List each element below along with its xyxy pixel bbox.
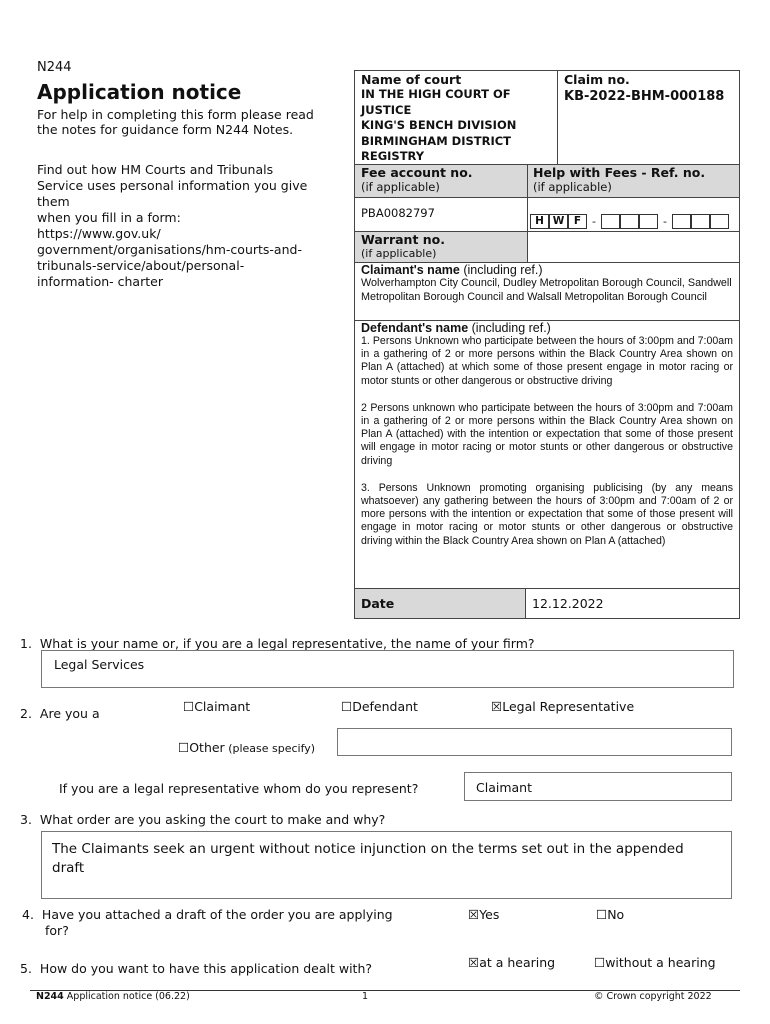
defendant-cell bbox=[361, 321, 733, 548]
hmcts-link[interactable]: https://www.gov.uk/ bbox=[37, 226, 161, 241]
hwf-box[interactable] bbox=[672, 214, 691, 229]
question-text: Have you attached a draft of the order you are applying bbox=[41, 907, 393, 922]
question-number: 3. bbox=[20, 812, 32, 827]
claimant-label-suffix: (including ref.) bbox=[459, 263, 543, 277]
hwf-box[interactable] bbox=[691, 214, 710, 229]
checkbox-at-hearing[interactable]: ☒at a hearing bbox=[468, 955, 556, 970]
footer-form-ref bbox=[36, 991, 190, 1002]
checkbox-other-label: ☐Other bbox=[178, 740, 225, 755]
form-code: N244 bbox=[37, 60, 72, 75]
question-number: 1. bbox=[20, 636, 32, 651]
defendant-label-suffix: (including ref.) bbox=[468, 321, 551, 335]
hwf-box[interactable] bbox=[620, 214, 639, 229]
question-text: What order are you asking the court to make and why? bbox=[39, 812, 386, 827]
defendant-paragraph: 3. Persons Unknown promoting organising publicising (by any means whatsoever) any gathering between the hours of 3:00pm and 7:00am of 2 or more persons with the intention or expectation that some of those present will engage in motor racing or motor stunts or other dangerous or obstructive driving within the Black Country Area shown on Plan A (attached) bbox=[361, 481, 733, 547]
fee-account-sub: (if applicable) bbox=[361, 180, 440, 194]
hmcts-line: Find out how HM Courts and Tribunals bbox=[37, 162, 274, 177]
date-value[interactable]: 12.12.2022 bbox=[532, 596, 604, 611]
hmcts-link[interactable]: government/organisations/hm-courts-and- bbox=[37, 242, 302, 257]
defendant-name-value[interactable] bbox=[361, 335, 733, 548]
warrant-label: Warrant no. bbox=[361, 232, 446, 247]
question-text: How do you want to have this application dealt with? bbox=[39, 961, 373, 976]
question-number: 4. bbox=[22, 907, 34, 922]
fee-account-value[interactable]: PBA0082797 bbox=[361, 206, 435, 220]
question-text: What is your name or, if you are a legal representative, the name of your firm? bbox=[39, 636, 535, 651]
question-number: 2. bbox=[20, 706, 32, 721]
question-text-cont: for? bbox=[45, 923, 69, 938]
q3-answer-field[interactable]: The Claimants seek an urgent without notice injunction on the terms set out in the appended draft bbox=[41, 831, 732, 899]
q1-answer-field[interactable]: Legal Services bbox=[41, 650, 734, 688]
checkbox-yes[interactable]: ☒Yes bbox=[468, 907, 500, 922]
hwf-box[interactable] bbox=[639, 214, 658, 229]
footer-form-name: Application notice (06.22) bbox=[63, 991, 190, 1002]
hmcts-line: them bbox=[37, 194, 70, 209]
defendant-label: Defendant's name bbox=[361, 321, 469, 335]
warrant-label-cell bbox=[361, 232, 445, 260]
hmcts-info-text bbox=[37, 162, 337, 290]
warrant-number-field[interactable] bbox=[528, 232, 739, 262]
defendant-paragraph: 1. Persons Unknown who participate between the hours of 3:00pm and 7:00am in a gathering of 2 or more persons within the Black Country Area shown on Plan A (attached) at which some of those present engage in motor racing or motor stunts or other dangerous or obstructive driving bbox=[361, 335, 733, 387]
hwf-dash: - bbox=[592, 215, 596, 228]
help-text: For help in completing this form please read the notes for guidance form N244 Notes. bbox=[37, 107, 314, 137]
fee-account-label-cell bbox=[361, 165, 473, 194]
question-3 bbox=[20, 812, 385, 827]
represent-answer-field[interactable]: Claimant bbox=[464, 772, 732, 801]
other-specify-field[interactable] bbox=[337, 728, 732, 756]
court-name-label: Name of court bbox=[361, 72, 462, 87]
court-name-line: KING'S BENCH DIVISION bbox=[361, 118, 517, 132]
court-details-table bbox=[354, 70, 740, 619]
checkbox-claimant[interactable]: ☐Claimant bbox=[183, 699, 251, 714]
hmcts-link[interactable]: tribunals-service/about/personal- bbox=[37, 258, 245, 273]
hmcts-line: when you fill in a form: bbox=[37, 210, 181, 225]
checkbox-no[interactable]: ☐No bbox=[596, 907, 625, 922]
question-5 bbox=[20, 961, 372, 976]
warrant-sub: (if applicable) bbox=[361, 247, 437, 260]
hwf-box: F bbox=[568, 214, 587, 229]
claim-number-label: Claim no. bbox=[564, 72, 630, 87]
hmcts-link[interactable]: information- charter bbox=[37, 274, 163, 289]
court-name-cell bbox=[361, 72, 551, 165]
hwf-box: H bbox=[530, 214, 549, 229]
footer-page-number: 1 bbox=[362, 991, 369, 1002]
question-2 bbox=[20, 706, 100, 721]
hwf-sub: (if applicable) bbox=[533, 180, 612, 194]
claimant-cell bbox=[361, 263, 733, 304]
checkbox-other[interactable] bbox=[178, 737, 315, 756]
court-name-line: REGISTRY bbox=[361, 149, 425, 163]
hwf-label-cell bbox=[533, 165, 705, 194]
court-name-line: IN THE HIGH COURT OF bbox=[361, 87, 511, 101]
court-name-line: BIRMINGHAM DISTRICT bbox=[361, 133, 512, 148]
question-text: Are you a bbox=[39, 706, 100, 721]
date-label: Date bbox=[361, 596, 395, 611]
hwf-dash: - bbox=[663, 215, 667, 228]
hwf-box[interactable] bbox=[710, 214, 729, 229]
represent-question: If you are a legal representative whom do you represent? bbox=[59, 781, 419, 796]
checkbox-legal-representative[interactable]: ☒Legal Representative bbox=[491, 699, 635, 714]
fee-account-label: Fee account no. bbox=[361, 165, 473, 180]
question-4 bbox=[22, 907, 393, 939]
hmcts-line: Service uses personal information you give bbox=[37, 178, 308, 193]
claim-number-cell bbox=[564, 72, 734, 104]
footer-copyright: © Crown copyright 2022 bbox=[594, 991, 712, 1002]
hwf-box[interactable] bbox=[601, 214, 620, 229]
hwf-reference-boxes[interactable] bbox=[530, 214, 729, 229]
defendant-paragraph: 2 Persons unknown who participate between the hours of 3:00pm and 7:00am in a gathering of 2 or more persons within the Black Country Area shown on Plan A (attached) with the intention or expectation that some of those present will engage in motor racing or motor stunts or other dangerous or obstructive driving bbox=[361, 401, 733, 467]
page-title: Application notice bbox=[37, 80, 242, 104]
claimant-label: Claimant's name bbox=[361, 263, 460, 277]
footer-form-code: N244 bbox=[36, 991, 64, 1002]
checkbox-other-note: (please specify) bbox=[224, 742, 316, 755]
claimant-name-value[interactable]: Wolverhampton City Council, Dudley Metropolitan Borough Council, Sandwell Metropolitan Borough Council and Walsall Metropolitan Borough Council bbox=[361, 277, 732, 303]
question-1 bbox=[20, 636, 535, 651]
question-number: 5. bbox=[20, 961, 32, 976]
hwf-box: W bbox=[549, 214, 568, 229]
checkbox-defendant[interactable]: ☐Defendant bbox=[341, 699, 418, 714]
claim-number-value[interactable]: KB-2022-BHM-000188 bbox=[564, 89, 725, 104]
court-name-line: JUSTICE bbox=[361, 102, 412, 117]
hwf-label: Help with Fees - Ref. no. bbox=[533, 165, 706, 180]
checkbox-without-hearing[interactable]: ☐without a hearing bbox=[594, 955, 716, 970]
